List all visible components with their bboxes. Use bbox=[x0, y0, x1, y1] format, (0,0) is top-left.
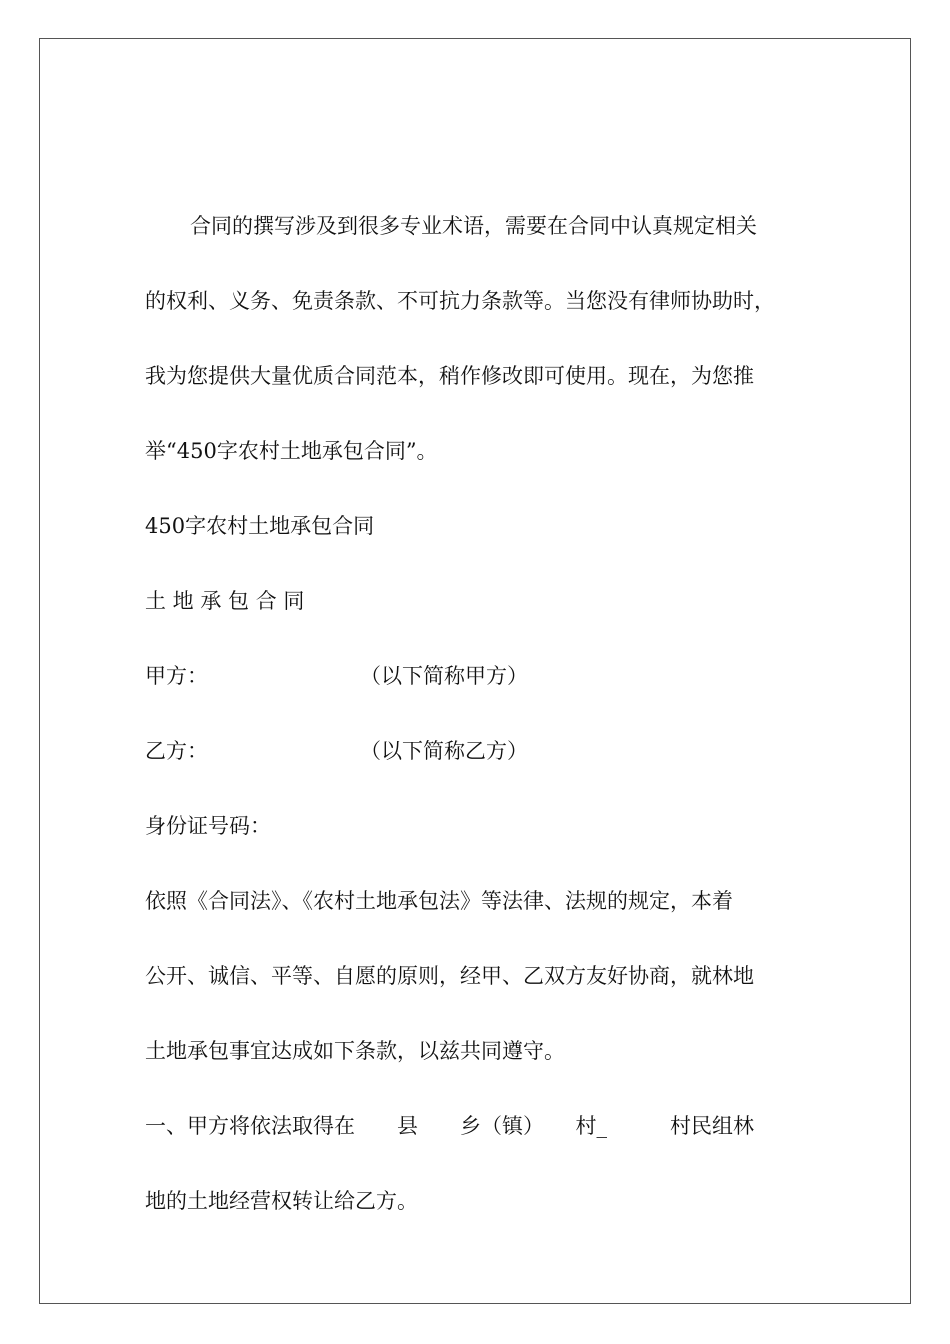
intro-line-2: 的权利、义务、免责条款、不可抗力条款等。当您没有律师协助时， bbox=[145, 289, 775, 313]
party-b-label: 乙方： bbox=[145, 739, 208, 763]
clause-1-line-1: 一、甲方将依法取得在 县 乡（镇） 村_ 村民组林 bbox=[145, 1114, 754, 1138]
preamble-line-2: 公开、诚信、平等、自愿的原则，经甲、乙双方友好协商，就林地 bbox=[145, 964, 754, 988]
intro-line-4: 举“450字农村土地承包合同”。 bbox=[145, 439, 438, 463]
intro-line-3: 我为您提供大量优质合同范本，稍作修改即可使用。现在，为您推 bbox=[145, 364, 754, 388]
party-b-note: （以下简称乙方） bbox=[360, 739, 528, 763]
id-number-label: 身份证号码： bbox=[145, 814, 271, 838]
party-a-note: （以下简称甲方） bbox=[360, 664, 528, 688]
party-a-label: 甲方： bbox=[145, 664, 208, 688]
preamble-line-1: 依照《合同法》、《农村土地承包法》等法律、法规的规定，本着 bbox=[145, 889, 733, 913]
preamble-line-3: 土地承包事宜达成如下条款，以兹共同遵守。 bbox=[145, 1039, 565, 1063]
contract-heading: 土 地 承 包 合 同 bbox=[145, 589, 305, 613]
intro-line-1: 合同的撰写涉及到很多专业术语，需要在合同中认真规定相关 bbox=[190, 214, 757, 238]
document-title: 450字农村土地承包合同 bbox=[145, 514, 375, 538]
clause-1-line-2: 地的土地经营权转让给乙方。 bbox=[145, 1189, 418, 1213]
